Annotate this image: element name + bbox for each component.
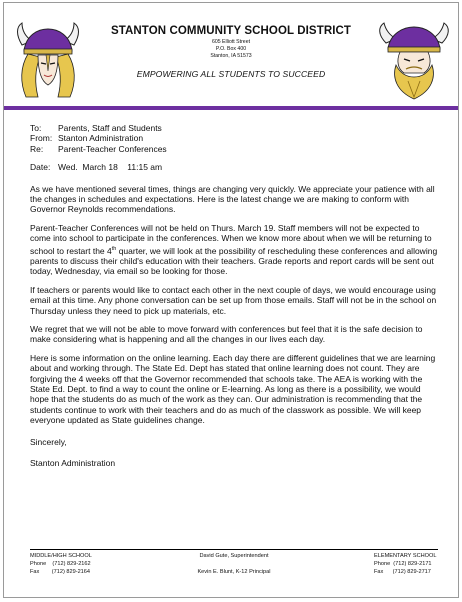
memo-from-row [30, 133, 440, 143]
address-city: Stanton, IA 51573 [210, 53, 252, 59]
paragraph-contact: If teachers or parents would like to contact each other in the next couple of days, we would encourage using email at this time. Any phone conversation can be set up from those emails. Staff will not be in the school on Thursday unless they need to pick up materials, etc. [30, 284, 437, 316]
district-slogan: EMPOWERING ALL STUDENTS TO SUCCEED [136, 69, 326, 79]
paragraph-regret: We regret that we will not be able to move forward with conferences but feel that it is the safe decision to make considering what is happening and all the changes in our lives each day. [30, 323, 423, 345]
memo-re-value: Parent-Teacher Conferences [58, 143, 167, 154]
footer-principal: Kevin E. Blunt, K-12 Principal [197, 568, 271, 575]
memo-re-label: Re: [30, 143, 44, 154]
district-name: STANTON COMMUNITY SCHOOL DISTRICT [110, 25, 352, 37]
address-po-box: P.O. Box 400 [215, 46, 247, 52]
footer-elem-fax: Fax (712) 829-2717 [374, 568, 431, 575]
closing: Sincerely, [30, 436, 67, 447]
memo-date-row [30, 162, 440, 172]
letterhead-divider [4, 106, 458, 110]
paragraph-intro: As we have mentioned several times, things are changing very quickly. We appreciate your patience with all the changes in schedules and expectations. Here is the latest change we are making to conform with Governor Reynolds recommendations. [30, 183, 435, 215]
footer-elem-title: ELEMENTARY SCHOOL [374, 553, 437, 559]
memo-date-label: Date: [30, 162, 51, 173]
memo-date-value: Wed. March 18 11:15 am [58, 162, 163, 173]
memo-from-label: From: [30, 133, 53, 144]
signature: Stanton Administration [30, 457, 116, 468]
footer-elem-phone: Phone (712) 829-2171 [374, 560, 432, 567]
viking-mascot-logo-right [374, 21, 454, 101]
memo-to-label: To: [30, 123, 42, 133]
footer-mhs-fax: Fax (712) 829-2164 [30, 568, 91, 575]
address-street: 605 Elliott Street [211, 39, 251, 45]
memo-to-value: Parents, Staff and Students [58, 123, 162, 133]
footer-mhs-phone: Phone (712) 829-2162 [30, 560, 91, 567]
footer-superintendent: David Gute, Superintendent [199, 553, 269, 559]
memo-from-value: Stanton Administration [58, 133, 144, 144]
letter-page [3, 2, 459, 598]
footer-elementary-school [374, 553, 438, 576]
paragraph-conferences: Parent-Teacher Conferences will not be held on Thurs. March 19. Staff members will not be expected to come into school to participate in the conferences. When we know more about when we will be returning to school to restart the 4th quarter, we will look at the possibility of rescheduling these conferences and allowing parents to discuss their child's education with their teachers. Grade reports and report cards will be sent out today, Wednesday, via email so be looking for those. [30, 222, 438, 277]
memo-content [30, 123, 440, 468]
memo-to-row [30, 123, 440, 133]
memo-re-row [30, 144, 440, 154]
paragraph-online-learning: Here is some information on the online learning. Each day there are different guidelines that we are learning about and working through. The State Ed. Dept has stated that online learning does not count. They are forgiving the 4 weeks off that the Governor recommended that schools take. The AEA is working with the State Ed. Dept. to find a way to count the online or E-learning. As long as there is a possibility, we would hope that the students do as much of the work as they can. Our administration is recommending that the students continue to work with their teachers and do as much of the classwork as possible. We will keep everyone updated as State guidelines change. [30, 352, 436, 426]
letterhead [4, 3, 458, 107]
footer-divider [30, 549, 438, 550]
footer-mhs-title: MIDDLE/HIGH SCHOOL [30, 553, 92, 559]
